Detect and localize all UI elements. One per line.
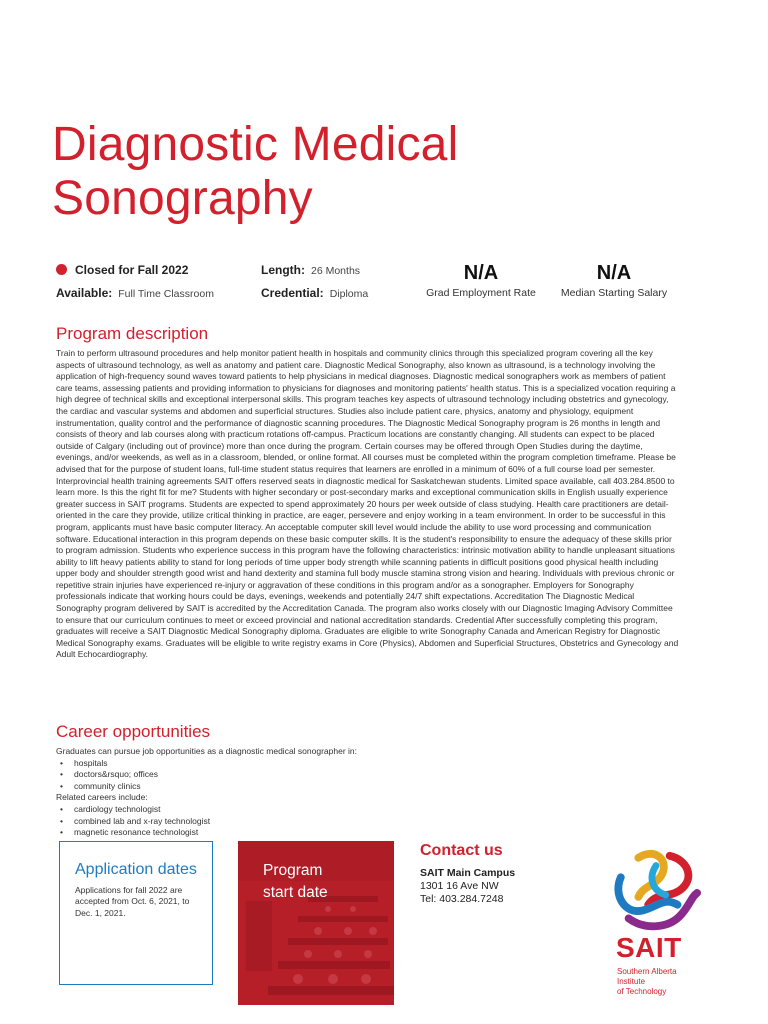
list-item: • magnetic resonance technologist <box>74 827 476 839</box>
logo-subtitle-2: Institute <box>617 977 646 986</box>
program-start-line-2: start date <box>263 884 328 901</box>
related-careers-list <box>56 804 476 839</box>
available-value: Full Time Classroom <box>118 288 214 300</box>
page-title-line-1: Diagnostic Medical <box>52 118 459 171</box>
career-places-list <box>56 758 476 793</box>
contact-address: 1301 16 Ave NW <box>420 880 499 892</box>
application-dates-box <box>59 841 213 985</box>
length-label: Length: <box>261 263 305 277</box>
page-title-line-2: Sonography <box>52 172 313 225</box>
career-section <box>56 746 476 839</box>
list-item: • hospitals <box>74 758 476 770</box>
logo-subtitle-1: Southern Alberta <box>617 967 677 976</box>
grad-employment-stat <box>420 262 542 299</box>
length-row <box>261 263 360 277</box>
sait-logo-icon <box>608 848 704 936</box>
credential-row <box>261 286 368 300</box>
page-title <box>52 118 612 226</box>
logo-subtitle-3: of Technology <box>617 987 667 996</box>
list-item: • doctors&rsquo; offices <box>74 769 476 781</box>
status-row <box>56 263 194 277</box>
length-value: 26 Months <box>311 265 361 277</box>
list-item: • cardiology technologist <box>74 804 476 816</box>
median-salary-value: N/A <box>596 262 632 284</box>
program-description-text: Train to perform ultrasound procedures and help monitor patient health in hospitals and community clinics through this specialized program covering all the key aspects of ultrasound technology, as well as anatomy and patient care. Diagnostic Medical Sonography, also known as ultrasound, is a technology involving the application of high-frequency sound waves toward patients to help physicians in medical diagnoses. Diagnostic medical sonographers work as members of patient care teams, assessing patients and providing information to physicians for diagnoses and monitoring patients' health status. This is a specialized vocation requiring a high degree of technical skills and exceptional interpersonal skills. This program teaches key aspects of ultrasound technology including obstetrics and gynecology, the cardiac and vascular systems and abdomen and superficial structures. Studies also include patient care, physics, anatomy and physiology, equipment instrumentation, quality control and the performance of diagnostic scanning procedures. The Diagnostic Medical Sonography program is 26 months in length and consists of theory and lab courses along with practicum rotations off-campus. Practicum locations are constantly changing. All students can expect to be placed outside of Calgary (including out of province) more than once during the program. Certain courses may be offered through Open Studies during the daytime, evenings, and/or weekends, as well as in a classroom, blended, or online format. All courses must be completed within the program completion timeframe. Please be advised that for the purpose of student loans, full-time student status requires that learners are enrolled in a minimum of 60% of a full course load per semester. Interprovincial health training agreements SAIT offers reserved seats in diagnostic medical for Saskatchewan students. Limited space available, call 403.284.8500 to learn more. Is this the right fit for me? Students with higher secondary or post-secondary marks and exceptional communication skills in English usually experience greater success in SAIT programs. Students are expected to spend approximately 20 hours per week outside of class studying. Health care practitioners are detail-oriented in the care they provide, utilize critical thinking in practice, are eager, persevere and enjoy working in a team environment. In order to be successful in this program, applicants must have basic computer literacy. An acceptable computer skill level would include the ability to use word processing and communication software. Educational interaction in this program depends on these basic computer skills. It is the student's responsibility to ensure the adequacy of these skills prior to program admission. Students who experience success in this program have the following characteristics: intrinsic motivation ability to handle unpleasant situations ability to lift heavy patients ability to stand for long periods of time upper body strength while scanning patients in difficult positions good physical health including upper body and shoulder strength good wrist and hand dexterity and stamina full body muscle stamina strong vision and hearing. Individuals with previous chronic or repetitive strain injuries have experienced re-injury or aggravation of these conditions in this program and/or as a sonographer. Employers for Sonography professionals indicate that working hours could be days, evenings, weekends and potentially 24/7 shift expectations. Accreditation The Diagnostic Medical Sonography program delivered by SAIT is accredited by the Accreditation Canada. The program also works closely with our Diagnostic Imaging Advisory Committee to ensure that our curriculum continues to meet or exceed provincial and national accreditation standards. Credential After successfully completing this program, graduates will receive a SAIT Diagnostic Medical Sonography diploma. Graduates are eligible to write Sonography Canada and American Registry for Diagnostic Medical Sonography exams. Graduates will be eligible to write registry exams in Core (Physics), Abdomen and Superficial Structures, Obstetrics and Gynecology and Adult Echocardiography. <box>56 348 679 660</box>
credential-value: Diploma <box>329 288 369 300</box>
logo-wordmark: SAIT <box>616 932 682 963</box>
credential-label: Credential: <box>261 286 324 300</box>
list-item: • community clinics <box>74 781 476 793</box>
program-start-date-heading <box>263 860 328 904</box>
application-dates-text: Applications for fall 2022 are accepted from Oct. 6, 2021, to Dec. 1, 2021. <box>75 885 190 918</box>
career-intro: Graduates can pursue job opportunities as a diagnostic medical sonographer in: <box>56 746 357 756</box>
program-description-heading: Program description <box>56 324 209 343</box>
grad-employment-value: N/A <box>463 262 499 284</box>
available-label: Available: <box>56 286 113 300</box>
status-text: Closed for Fall 2022 <box>75 263 189 277</box>
related-careers-label: Related careers include: <box>56 792 148 803</box>
contact-phone: Tel: 403.284.7248 <box>420 893 504 905</box>
contact-campus: SAIT Main Campus <box>420 867 516 879</box>
program-start-date-box <box>238 841 394 1005</box>
contact-heading: Contact us <box>420 842 503 859</box>
application-dates-heading: Application dates <box>75 861 197 878</box>
status-dot-icon <box>56 264 67 275</box>
career-heading: Career opportunities <box>56 722 211 741</box>
available-row <box>56 286 214 300</box>
grad-employment-label: Grad Employment Rate <box>426 287 536 299</box>
median-salary-label: Median Starting Salary <box>560 287 668 299</box>
median-salary-stat <box>552 262 676 299</box>
list-item: • combined lab and x-ray technologist <box>74 816 476 828</box>
program-start-line-1: Program <box>263 862 323 879</box>
